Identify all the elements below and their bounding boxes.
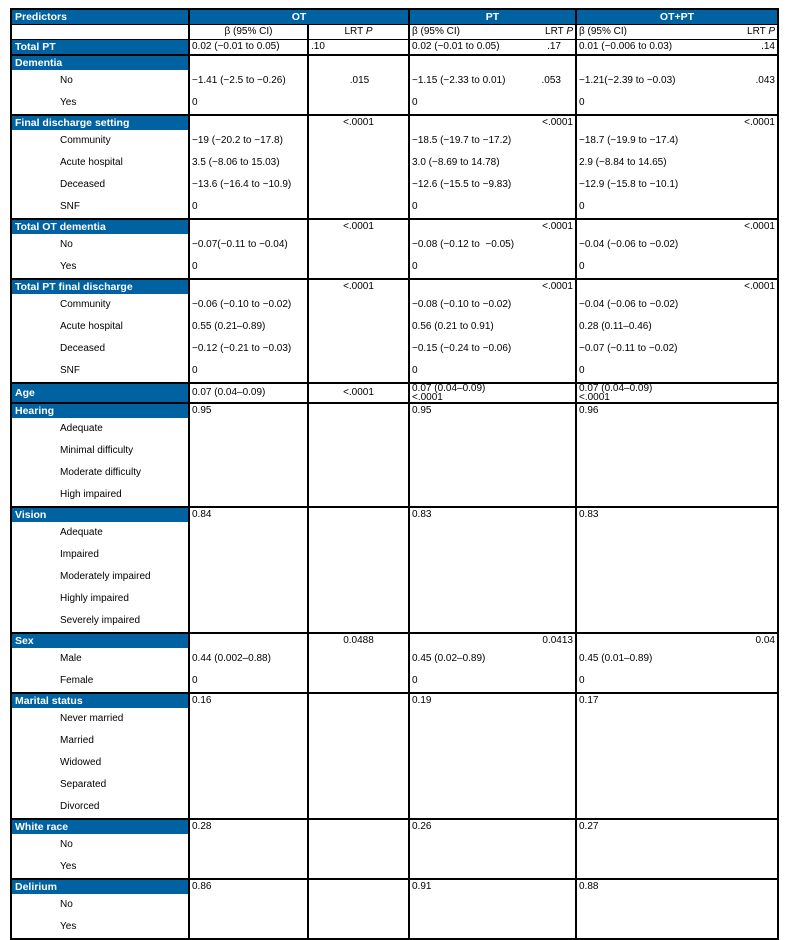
predictor-group (12, 404, 188, 506)
predictor-label: Dementia (12, 56, 188, 70)
value: 0.19 (412, 695, 432, 706)
value: <.0001 (744, 221, 775, 232)
value: 0.07 (0.04–0.09) (579, 384, 653, 394)
otpt-cell (575, 220, 777, 278)
header-row (12, 10, 777, 24)
predictor-label: Total OT dementia (12, 220, 188, 234)
otpt-cell (575, 404, 777, 506)
regression-table (10, 8, 779, 940)
otpt-subheader: β (95% CI) LRT P (575, 25, 777, 39)
predictor-label: Vision (12, 508, 188, 522)
value: 0 (412, 261, 418, 272)
pt-cell (408, 56, 575, 114)
pt-cell (408, 404, 575, 506)
predictor-label: Total PT final discharge (12, 280, 188, 294)
otpt-cell (575, 508, 777, 632)
ot-p (307, 634, 408, 692)
value: 3.0 (−8.69 to 14.78) (412, 157, 500, 168)
value: 0.96 (579, 405, 599, 416)
predictor-label: White race (12, 820, 188, 834)
level-label: Married (60, 735, 94, 746)
subheader-row (12, 24, 777, 39)
value: −1.41 (−2.5 to −0.26) (192, 75, 286, 86)
otpt-cell (575, 384, 777, 402)
level-label: Never married (60, 713, 124, 724)
value: −18.7 (−19.9 to −17.4) (579, 135, 679, 146)
level-label: No (60, 239, 73, 250)
value: 0 (412, 675, 418, 686)
row-sex (12, 632, 777, 692)
ot-beta (188, 880, 307, 938)
predictor-group (12, 634, 188, 692)
otpt-cell (575, 694, 777, 818)
row-white-race (12, 818, 777, 878)
value: 0 (192, 261, 198, 272)
value: −1.21(−2.39 to −0.03) .043 (579, 75, 775, 86)
pt-cell (408, 508, 575, 632)
level-label: High impaired (60, 489, 122, 500)
predictor-group (12, 820, 188, 878)
value: −0.15 (−0.24 to −0.06) (412, 343, 512, 354)
value: 0 (579, 675, 585, 686)
value: 0.04 (755, 635, 775, 646)
ot-beta: 0.02 (−0.01 to 0.05) (188, 40, 307, 54)
value: 0 (579, 97, 585, 108)
predictor-group (12, 880, 188, 938)
ot-p (307, 880, 408, 938)
level-label: Highly impaired (60, 593, 129, 604)
row-marital-status (12, 692, 777, 818)
value: 2.9 (−8.84 to 14.65) (579, 157, 667, 168)
row-delirium (12, 878, 777, 938)
level-label: No (60, 75, 73, 86)
level-label: Community (60, 299, 111, 310)
ot-p: .10 (307, 40, 408, 54)
predictor-label: Final discharge setting (12, 116, 188, 130)
pt-cell (408, 280, 575, 382)
predictor-label: Delirium (12, 880, 188, 894)
predictor-group (12, 508, 188, 632)
ot-p (307, 508, 408, 632)
ot-beta (188, 694, 307, 818)
ot-p (307, 56, 408, 114)
level-label: Male (60, 653, 82, 664)
pt-header: PT (408, 10, 575, 24)
pt-subheader: β (95% CI) LRT P (408, 25, 575, 39)
level-label: Adequate (60, 527, 103, 538)
level-label: No (60, 899, 73, 910)
ot-p (307, 220, 408, 278)
predictor-group (12, 694, 188, 818)
value: 0.83 (412, 509, 432, 520)
level-label: Deceased (60, 179, 106, 190)
row-vision (12, 506, 777, 632)
value: 0 (192, 97, 198, 108)
level-label: Yes (60, 261, 77, 272)
value: 0.56 (0.21 to 0.91) (412, 321, 494, 332)
value: −0.04 (−0.06 to −0.02) (579, 239, 679, 250)
otpt-cell (575, 56, 777, 114)
value: −19 (−20.2 to −17.8) (192, 135, 283, 146)
value: 0.55 (0.21–0.89) (192, 321, 266, 332)
pt-cell (408, 634, 575, 692)
value: 0.26 (412, 821, 432, 832)
value: −1.15 (−2.33 to 0.01) .053 (412, 75, 561, 86)
pt-cell (408, 220, 575, 278)
predictor-label: Marital status (12, 694, 188, 708)
value: 0.91 (412, 881, 432, 892)
value: 0 (579, 261, 585, 272)
level-label: Moderately impaired (60, 571, 151, 582)
predictors-header: Predictors (12, 10, 188, 24)
level-label: Acute hospital (60, 321, 123, 332)
pt-cell (408, 694, 575, 818)
value: <.0001 (343, 281, 374, 292)
predictor-label: Hearing (12, 404, 188, 418)
value: 0.45 (0.02–0.89) (412, 653, 486, 664)
otpt-cell: 0.01 (−0.006 to 0.03) .14 (575, 40, 777, 54)
ot-beta (188, 116, 307, 218)
otpt-header: OT+PT (575, 10, 777, 24)
level-label: Female (60, 675, 94, 686)
value: 0 (579, 365, 585, 376)
level-label: Impaired (60, 549, 99, 560)
otpt-cell (575, 880, 777, 938)
value: 0.44 (0.002–0.88) (192, 653, 271, 664)
value: 0 (192, 675, 198, 686)
value: <.0001 (744, 281, 775, 292)
predictor-label: Total PT (12, 40, 188, 54)
level-label: Community (60, 135, 111, 146)
value: 0.27 (579, 821, 599, 832)
value: 0.17 (579, 695, 599, 706)
level-label: Yes (60, 97, 77, 108)
level-label: Yes (60, 921, 77, 932)
value: <.0001 (542, 117, 573, 128)
otpt-cell (575, 820, 777, 878)
pt-cell (408, 384, 575, 402)
level-label: Severely impaired (60, 615, 141, 626)
pt-cell: 0.02 (−0.01 to 0.05) .17 (408, 40, 575, 54)
value: −0.12 (−0.21 to −0.03) (192, 343, 292, 354)
ot-beta-header: β (95% CI) (188, 25, 307, 39)
ot-p: <.0001 (307, 384, 408, 402)
value: .015 (349, 75, 370, 86)
value: 0 (579, 201, 585, 212)
value: 0.45 (0.01–0.89) (579, 653, 653, 664)
ot-header: OT (188, 10, 408, 24)
value: −0.06 (−0.10 to −0.02) (192, 299, 292, 310)
value: 0.0488 (343, 635, 374, 646)
ot-p (307, 404, 408, 506)
empty-cell (12, 25, 188, 39)
level-label: Minimal difficulty (60, 445, 134, 456)
value: 0.83 (579, 509, 599, 520)
row-dementia (12, 54, 777, 114)
predictor-group (12, 56, 188, 114)
value: −0.08 (−0.12 to −0.05) (412, 239, 515, 250)
value: 0.84 (192, 509, 212, 520)
predictor-label: Age (12, 384, 188, 402)
predictor-group (12, 220, 188, 278)
value: 0 (192, 201, 198, 212)
ot-beta (188, 56, 307, 114)
ot-p (307, 280, 408, 382)
value: 0 (412, 97, 418, 108)
level-label: Adequate (60, 423, 103, 434)
predictor-label: Sex (12, 634, 188, 648)
value: −12.9 (−15.8 to −10.1) (579, 179, 679, 190)
value: 0 (192, 365, 198, 376)
level-label: Yes (60, 861, 77, 872)
level-label: No (60, 839, 73, 850)
value: 0 (412, 365, 418, 376)
ot-beta: 0.07 (0.04–0.09) (188, 384, 307, 402)
value: 0.88 (579, 881, 599, 892)
pt-cell (408, 116, 575, 218)
value: 0.0413 (542, 635, 573, 646)
value: <.0001 (412, 392, 443, 402)
ot-p (307, 116, 408, 218)
value: <.0001 (542, 281, 573, 292)
value: 0.28 (0.11–0.46) (579, 321, 652, 332)
value: −0.08 (−0.10 to −0.02) (412, 299, 512, 310)
value: 0 (412, 201, 418, 212)
value: −0.04 (−0.06 to −0.02) (579, 299, 679, 310)
value: −0.07(−0.11 to −0.04) (192, 239, 288, 250)
level-label: Deceased (60, 343, 106, 354)
level-label: Widowed (60, 757, 102, 768)
predictor-group (12, 116, 188, 218)
otpt-cell (575, 116, 777, 218)
value: <.0001 (542, 221, 573, 232)
value: <.0001 (343, 221, 374, 232)
level-label: Acute hospital (60, 157, 123, 168)
ot-beta (188, 634, 307, 692)
pt-cell (408, 880, 575, 938)
value: <.0001 (579, 392, 610, 402)
ot-beta (188, 220, 307, 278)
value: 0.95 (412, 405, 432, 416)
ot-p (307, 820, 408, 878)
level-label: SNF (60, 201, 80, 212)
value: 0.16 (192, 695, 212, 706)
row-age (12, 382, 777, 402)
value: 0.86 (192, 881, 212, 892)
ot-beta (188, 820, 307, 878)
value: 3.5 (−8.06 to 15.03) (192, 157, 280, 168)
level-label: Divorced (60, 801, 100, 812)
level-label: Separated (60, 779, 107, 790)
value: 0.95 (192, 405, 212, 416)
ot-beta (188, 508, 307, 632)
value: −18.5 (−19.7 to −17.2) (412, 135, 512, 146)
ot-p (307, 694, 408, 818)
ot-beta (188, 404, 307, 506)
ot-beta (188, 280, 307, 382)
predictor-group (12, 280, 188, 382)
value: 0.07 (0.04–0.09) (412, 384, 486, 394)
value: −13.6 (−16.4 to −10.9) (192, 179, 292, 190)
otpt-cell (575, 280, 777, 382)
value: −12.6 (−15.5 to −9.83) (412, 179, 512, 190)
row-total-ot-dementia (12, 218, 777, 278)
otpt-cell (575, 634, 777, 692)
row-hearing (12, 402, 777, 506)
value: <.0001 (744, 117, 775, 128)
row-total-pt (12, 39, 777, 54)
value: <.0001 (343, 117, 374, 128)
ot-lrt-header: LRT P (307, 25, 408, 39)
value: −0.07 (−0.11 to −0.02) (579, 343, 678, 354)
value: 0.28 (192, 821, 212, 832)
pt-cell (408, 820, 575, 878)
level-label: Moderate difficulty (60, 467, 141, 478)
row-final-discharge (12, 114, 777, 218)
level-label: SNF (60, 365, 80, 376)
row-total-pt-final-discharge (12, 278, 777, 382)
